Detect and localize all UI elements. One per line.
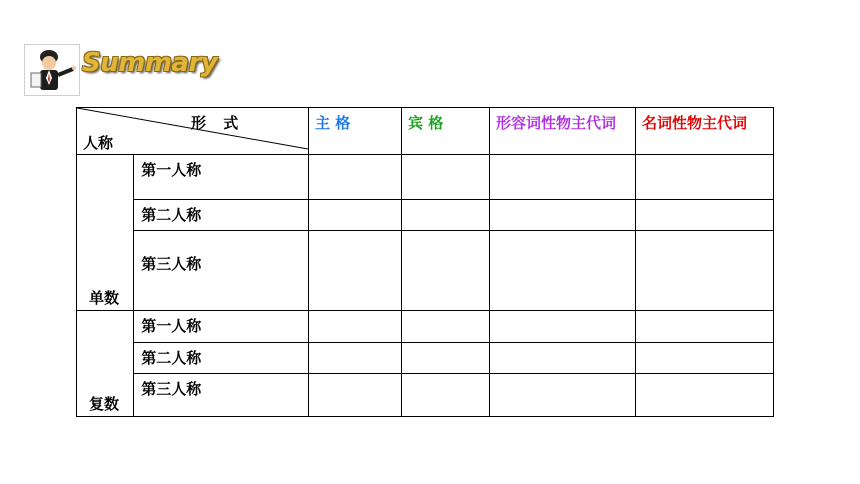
singular-group-cell: [77, 155, 134, 311]
header-noun-possessive: 名词性物主代词: [636, 108, 774, 155]
corner-cell: [77, 108, 309, 155]
summary-title: Summary: [82, 48, 218, 78]
person-cell: 第二人称: [134, 343, 309, 374]
person-cell: 第二人称: [134, 200, 309, 231]
blank-cell: [402, 231, 490, 311]
person-cell: 第一人称: [134, 155, 309, 200]
table-row: [77, 155, 774, 200]
corner-person-label: 人称: [83, 134, 114, 152]
person-cell: 第三人称: [134, 374, 309, 417]
header-adj-possessive: 形容词性物主代词: [490, 108, 636, 155]
blank-cell: [636, 343, 774, 374]
plural-group-cell: [77, 311, 134, 417]
blank-cell: [490, 155, 636, 200]
blank-cell: [402, 200, 490, 231]
blank-cell: [309, 311, 402, 343]
corner-form-label: 形 式: [191, 114, 245, 132]
businessman-icon: [24, 44, 80, 96]
blank-cell: [490, 200, 636, 231]
blank-cell: [636, 155, 774, 200]
table-row: [77, 343, 774, 374]
person-cell: 第三人称: [134, 231, 309, 311]
table-row: [77, 374, 774, 417]
blank-cell: [636, 374, 774, 417]
singular-label: 单数: [89, 289, 120, 307]
blank-cell: [490, 343, 636, 374]
blank-cell: [309, 155, 402, 200]
blank-cell: [636, 231, 774, 311]
plural-label: 复数: [89, 395, 120, 413]
blank-cell: [309, 374, 402, 417]
blank-cell: [636, 311, 774, 343]
table-row: [77, 200, 774, 231]
blank-cell: [402, 374, 490, 417]
blank-cell: [402, 311, 490, 343]
header-subject: 主 格: [309, 108, 402, 155]
header-object: 宾 格: [402, 108, 490, 155]
blank-cell: [402, 343, 490, 374]
blank-cell: [490, 311, 636, 343]
blank-cell: [309, 343, 402, 374]
blank-cell: [636, 200, 774, 231]
table-row: [77, 231, 774, 311]
table-row: [77, 311, 774, 343]
person-cell: 第一人称: [134, 311, 309, 343]
summary-logo: [24, 44, 218, 96]
blank-cell: [490, 374, 636, 417]
blank-cell: [490, 231, 636, 311]
blank-cell: [309, 231, 402, 311]
blank-cell: [309, 200, 402, 231]
pronoun-table: [76, 107, 774, 417]
blank-cell: [402, 155, 490, 200]
